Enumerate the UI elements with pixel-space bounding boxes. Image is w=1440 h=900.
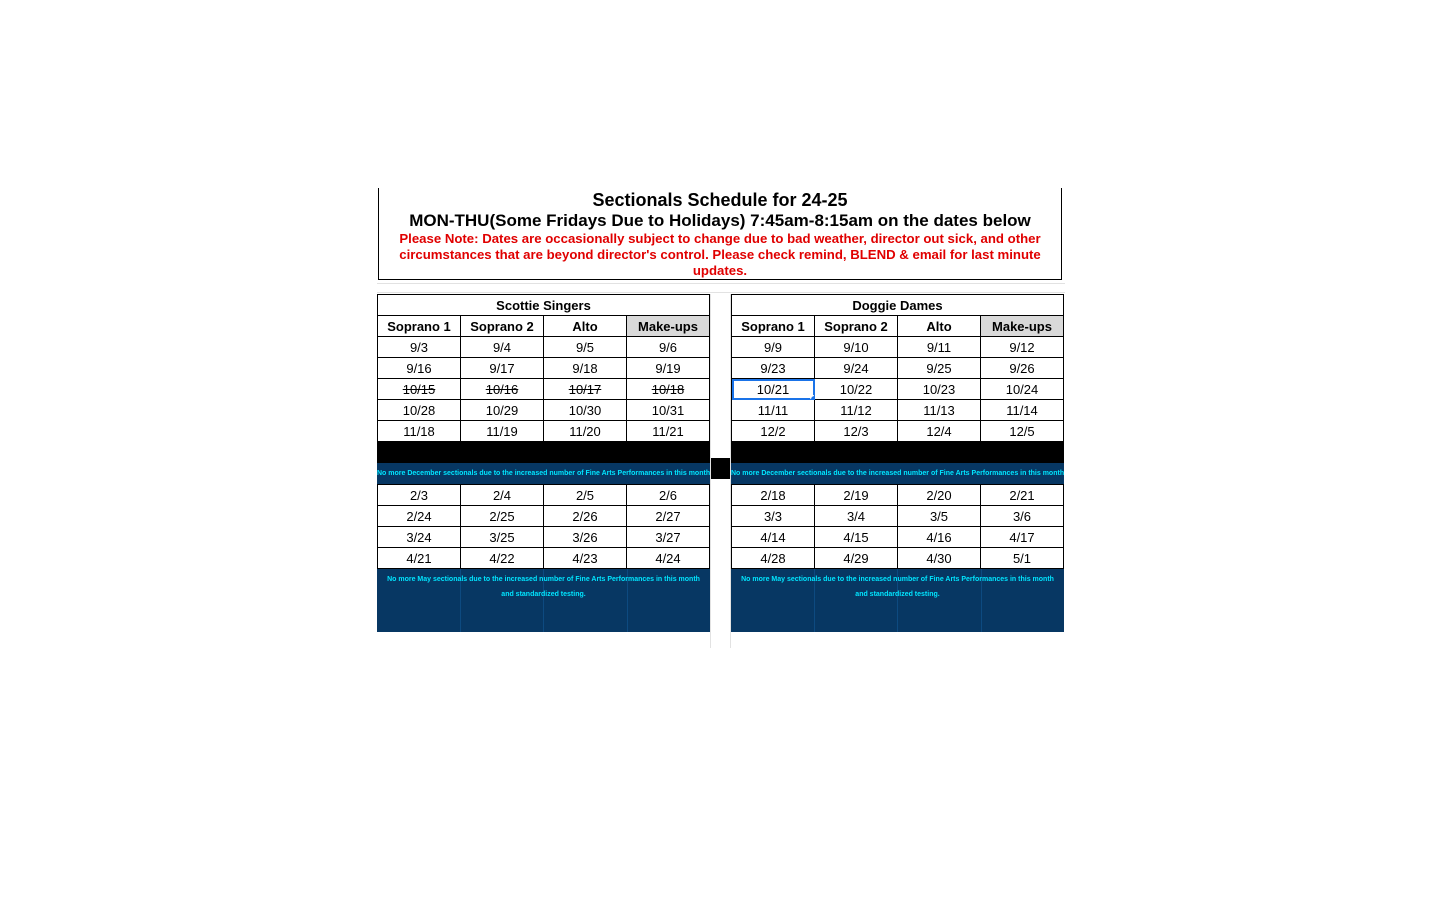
schedule-note: Please Note: Dates are occasionally subject to change due to bad weather, director out sick, and other circumstances that are beyond director's control. Please check remind, BLEND & email for last minute updates. (399, 231, 1041, 278)
date-cell[interactable]: 10/28 (378, 400, 461, 421)
date-cell[interactable]: 11/12 (815, 400, 898, 421)
table-row (732, 506, 1064, 527)
may-note-line2: and standardized testing. (501, 591, 586, 598)
date-cell-cancelled[interactable]: 10/17 (544, 379, 627, 400)
table-row (732, 421, 1064, 442)
may-note-line1: No more May sectionals due to the increased number of Fine Arts Performances in this month (741, 576, 1054, 583)
date-cell-cancelled[interactable]: 10/15 (378, 379, 461, 400)
date-cell[interactable]: 9/17 (461, 358, 544, 379)
may-note[interactable] (377, 569, 710, 632)
date-cell[interactable]: 4/21 (378, 548, 461, 569)
schedule-subtitle: MON-THU(Some Fridays Due to Holidays) 7:45am-8:15am on the dates below (409, 211, 1031, 230)
date-cell[interactable]: 3/6 (981, 506, 1064, 527)
date-cell[interactable]: 3/24 (378, 527, 461, 548)
date-cell[interactable]: 12/4 (898, 421, 981, 442)
date-cell[interactable]: 9/4 (461, 337, 544, 358)
table-row (378, 337, 710, 358)
may-note[interactable] (731, 569, 1064, 632)
date-cell[interactable]: 9/23 (732, 358, 815, 379)
may-note-line1: No more May sectionals due to the increased number of Fine Arts Performances in this month (387, 576, 700, 583)
date-cell[interactable]: 11/20 (544, 421, 627, 442)
table-row (378, 358, 710, 379)
col-header-alto[interactable]: Alto (544, 316, 627, 337)
date-cell[interactable]: 2/27 (627, 506, 710, 527)
table-row (732, 379, 1064, 400)
col-header-soprano-2[interactable]: Soprano 2 (815, 316, 898, 337)
date-cell[interactable]: 2/4 (461, 485, 544, 506)
col-header-alto[interactable]: Alto (898, 316, 981, 337)
group-title[interactable]: Scottie Singers (378, 295, 710, 316)
separator-band[interactable] (731, 442, 1064, 463)
table-row (378, 506, 710, 527)
table-row (378, 485, 710, 506)
col-header-soprano-2[interactable]: Soprano 2 (461, 316, 544, 337)
date-cell[interactable]: 2/3 (378, 485, 461, 506)
date-cell[interactable]: 9/12 (981, 337, 1064, 358)
date-cell[interactable]: 4/22 (461, 548, 544, 569)
december-note[interactable]: No more December sectionals due to the increased number of Fine Arts Performances in this month (731, 463, 1064, 484)
table-row (732, 358, 1064, 379)
date-cell[interactable]: 9/11 (898, 337, 981, 358)
date-cell[interactable]: 11/13 (898, 400, 981, 421)
date-cell[interactable]: 9/10 (815, 337, 898, 358)
table-row (732, 400, 1064, 421)
date-cell[interactable]: 4/17 (981, 527, 1064, 548)
date-cell[interactable]: 10/31 (627, 400, 710, 421)
table-row (732, 485, 1064, 506)
date-cell[interactable]: 9/26 (981, 358, 1064, 379)
date-cell[interactable]: 4/15 (815, 527, 898, 548)
date-cell[interactable]: 4/28 (732, 548, 815, 569)
date-cell[interactable]: 9/25 (898, 358, 981, 379)
date-cell[interactable]: 11/11 (732, 400, 815, 421)
group-title[interactable]: Doggie Dames (732, 295, 1064, 316)
date-cell[interactable]: 2/18 (732, 485, 815, 506)
date-cell[interactable]: 4/14 (732, 527, 815, 548)
date-cell[interactable]: 9/24 (815, 358, 898, 379)
date-cell[interactable]: 9/6 (627, 337, 710, 358)
date-cell[interactable]: 3/25 (461, 527, 544, 548)
table-row (378, 379, 710, 400)
date-cell[interactable]: 10/29 (461, 400, 544, 421)
col-header-make-ups[interactable]: Make-ups (627, 316, 710, 337)
table-row (732, 548, 1064, 569)
date-cell[interactable]: 10/22 (815, 379, 898, 400)
date-cell[interactable]: 9/3 (378, 337, 461, 358)
date-cell[interactable]: 9/19 (627, 358, 710, 379)
date-cell[interactable]: 5/1 (981, 548, 1064, 569)
col-header-make-ups[interactable]: Make-ups (981, 316, 1064, 337)
spreadsheet-sheet (377, 188, 1065, 648)
date-cell[interactable]: 3/26 (544, 527, 627, 548)
table-row (378, 400, 710, 421)
middle-gap-column[interactable] (710, 294, 731, 648)
group-doggie-dames (731, 294, 1064, 632)
date-cell[interactable]: 3/4 (815, 506, 898, 527)
date-cell[interactable]: 2/25 (461, 506, 544, 527)
schedule-title: Sectionals Schedule for 24-25 (592, 190, 848, 210)
table-row (732, 527, 1064, 548)
date-cell[interactable]: 2/5 (544, 485, 627, 506)
date-cell[interactable]: 2/20 (898, 485, 981, 506)
table-row (378, 548, 710, 569)
date-cell[interactable]: 4/16 (898, 527, 981, 548)
date-cell[interactable]: 3/27 (627, 527, 710, 548)
table-row (378, 421, 710, 442)
date-cell[interactable]: 11/14 (981, 400, 1064, 421)
selected-date-cell[interactable] (732, 379, 815, 400)
date-cell[interactable]: 10/23 (898, 379, 981, 400)
date-cell[interactable]: 3/3 (732, 506, 815, 527)
table-row (378, 527, 710, 548)
date-cell-cancelled[interactable]: 10/18 (627, 379, 710, 400)
date-cell[interactable]: 10/24 (981, 379, 1064, 400)
date-cell[interactable]: 10/30 (544, 400, 627, 421)
date-cell[interactable]: 12/5 (981, 421, 1064, 442)
empty-row[interactable] (377, 283, 1065, 293)
group-scottie-singers (377, 294, 710, 632)
date-cell[interactable]: 11/18 (378, 421, 461, 442)
separator-band (711, 458, 730, 479)
date-cell[interactable]: 9/9 (732, 337, 815, 358)
col-header-soprano-1[interactable]: Soprano 1 (378, 316, 461, 337)
date-cell-cancelled[interactable]: 10/16 (461, 379, 544, 400)
may-note-line2: and standardized testing. (855, 591, 940, 598)
date-cell[interactable]: 11/19 (461, 421, 544, 442)
col-header-soprano-1[interactable]: Soprano 1 (732, 316, 815, 337)
date-cell[interactable]: 9/18 (544, 358, 627, 379)
date-cell[interactable]: 3/5 (898, 506, 981, 527)
date-cell[interactable]: 4/24 (627, 548, 710, 569)
date-cell[interactable]: 12/2 (732, 421, 815, 442)
date-cell[interactable]: 2/26 (544, 506, 627, 527)
date-cell[interactable]: 2/19 (815, 485, 898, 506)
date-cell[interactable]: 2/24 (378, 506, 461, 527)
date-cell[interactable]: 2/6 (627, 485, 710, 506)
december-note[interactable]: No more December sectionals due to the increased number of Fine Arts Performances in this month (377, 463, 710, 484)
date-cell[interactable]: 2/21 (981, 485, 1064, 506)
date-cell[interactable]: 9/5 (544, 337, 627, 358)
date-cell[interactable]: 4/30 (898, 548, 981, 569)
fill-handle-icon[interactable] (810, 395, 815, 400)
schedule-header[interactable] (378, 188, 1062, 280)
date-cell[interactable]: 11/21 (627, 421, 710, 442)
date-cell[interactable]: 4/29 (815, 548, 898, 569)
date-cell[interactable]: 4/23 (544, 548, 627, 569)
date-cell[interactable]: 9/16 (378, 358, 461, 379)
separator-band[interactable] (377, 442, 710, 463)
table-row (732, 337, 1064, 358)
date-cell[interactable]: 12/3 (815, 421, 898, 442)
selected-cell-value: 10/21 (756, 381, 790, 397)
